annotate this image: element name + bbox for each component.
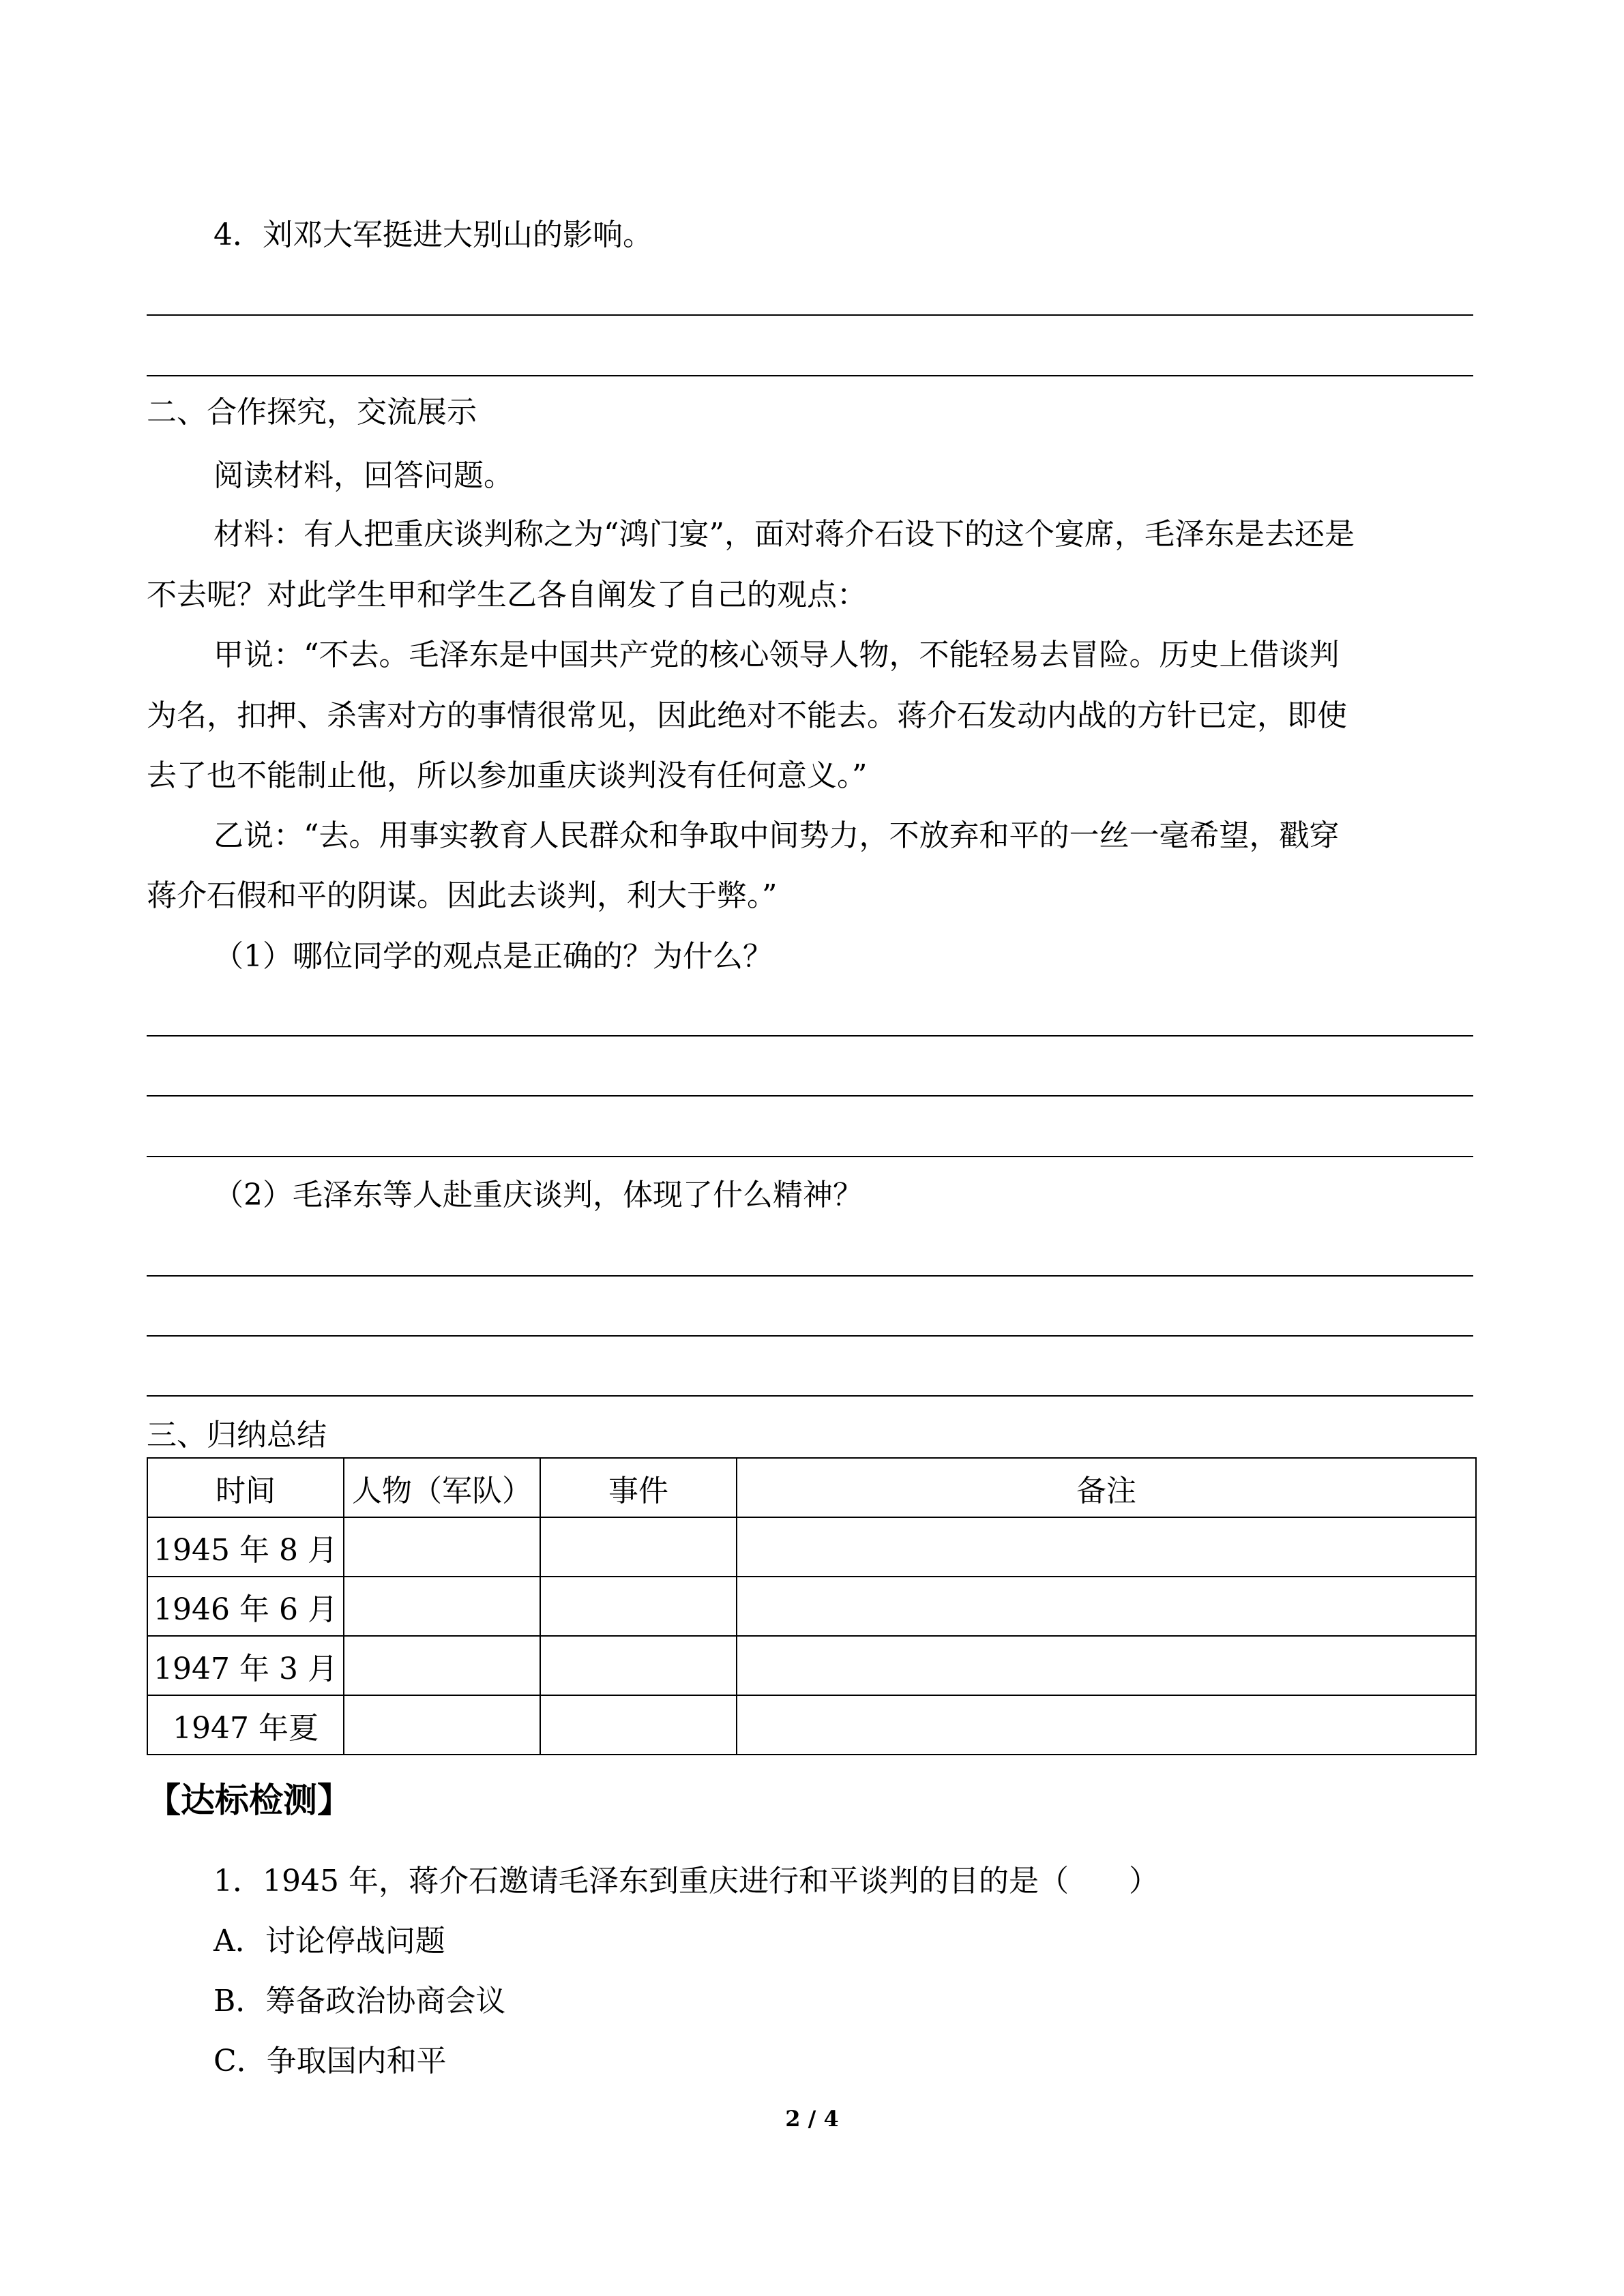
table-cell xyxy=(737,1636,1476,1695)
section-2-title: 二、合作探究，交流展示 xyxy=(147,395,477,430)
table-header-row xyxy=(147,1458,1476,1517)
summary-table xyxy=(147,1457,1477,1755)
option-a: A．讨论停战问题 xyxy=(213,1924,445,1958)
option-b: B．筹备政治协商会议 xyxy=(213,1984,506,2018)
sub-question-2: （2）毛泽东等人赴重庆谈判，体现了什么精神？ xyxy=(213,1178,863,1212)
page-number: 2 / 4 xyxy=(785,2106,839,2132)
table-cell: 1945 年 8 月 xyxy=(147,1517,344,1577)
answer-line xyxy=(147,1156,1473,1157)
table-row xyxy=(147,1517,1476,1577)
jia-line: 为名，扣押、杀害对方的事情很常见，因此绝对不能去。蒋介石发动内战的方针已定，即使 xyxy=(147,698,1347,733)
table-row xyxy=(147,1695,1476,1755)
table-cell xyxy=(540,1577,737,1636)
header-cell: 时间 xyxy=(147,1458,344,1517)
instruction: 阅读材料，回答问题。 xyxy=(213,458,514,493)
table-cell xyxy=(540,1517,737,1577)
table-row xyxy=(147,1577,1476,1636)
section-3-title: 三、归纳总结 xyxy=(147,1418,327,1452)
test-heading: 【达标检测】 xyxy=(147,1780,351,1820)
jia-line: 甲说：“不去。毛泽东是中国共产党的核心领导人物，不能轻易去冒险。历史上借谈判 xyxy=(213,638,1340,672)
answer-line xyxy=(147,1035,1473,1037)
table-cell xyxy=(344,1636,540,1695)
header-cell: 人物（军队） xyxy=(344,1458,540,1517)
table-cell xyxy=(737,1577,1476,1636)
table-cell xyxy=(540,1636,737,1695)
table-cell xyxy=(344,1577,540,1636)
answer-line xyxy=(147,314,1473,316)
table-cell: 1947 年 3 月 xyxy=(147,1636,344,1695)
table-cell xyxy=(540,1695,737,1755)
material-line: 不去呢？对此学生甲和学生乙各自阐发了自己的观点： xyxy=(147,578,867,612)
table-cell: 1947 年夏 xyxy=(147,1695,344,1755)
table-cell xyxy=(344,1517,540,1577)
answer-line xyxy=(147,375,1473,376)
table-cell: 1946 年 6 月 xyxy=(147,1577,344,1636)
answer-line xyxy=(147,1395,1473,1397)
question-4: 4．刘邓大军挺进大别山的影响。 xyxy=(213,218,653,252)
header-cell: 备注 xyxy=(737,1458,1476,1517)
jia-line: 去了也不能制止他，所以参加重庆谈判没有任何意义。” xyxy=(147,758,868,793)
answer-line xyxy=(147,1335,1473,1337)
table-cell xyxy=(737,1695,1476,1755)
table-row xyxy=(147,1636,1476,1695)
material-line: 材料：有人把重庆谈判称之为“鸿门宴”，面对蒋介石设下的这个宴席，毛泽东是去还是 xyxy=(213,517,1355,552)
option-c: C．争取国内和平 xyxy=(213,2044,447,2078)
header-cell: 事件 xyxy=(540,1458,737,1517)
yi-line: 蒋介石假和平的阴谋。因此去谈判，利大于弊。” xyxy=(147,878,778,913)
yi-line: 乙说：“去。用事实教育人民群众和争取中间势力，不放弃和平的一丝一毫希望，戳穿 xyxy=(213,818,1340,853)
table-cell xyxy=(737,1517,1476,1577)
test-question-1: 1．1945 年，蒋介石邀请毛泽东到重庆进行和平谈判的目的是（ ） xyxy=(213,1864,1159,1898)
answer-line xyxy=(147,1275,1473,1277)
sub-question-1: （1）哪位同学的观点是正确的？为什么？ xyxy=(213,939,773,974)
table-cell xyxy=(344,1695,540,1755)
answer-line xyxy=(147,1095,1473,1097)
